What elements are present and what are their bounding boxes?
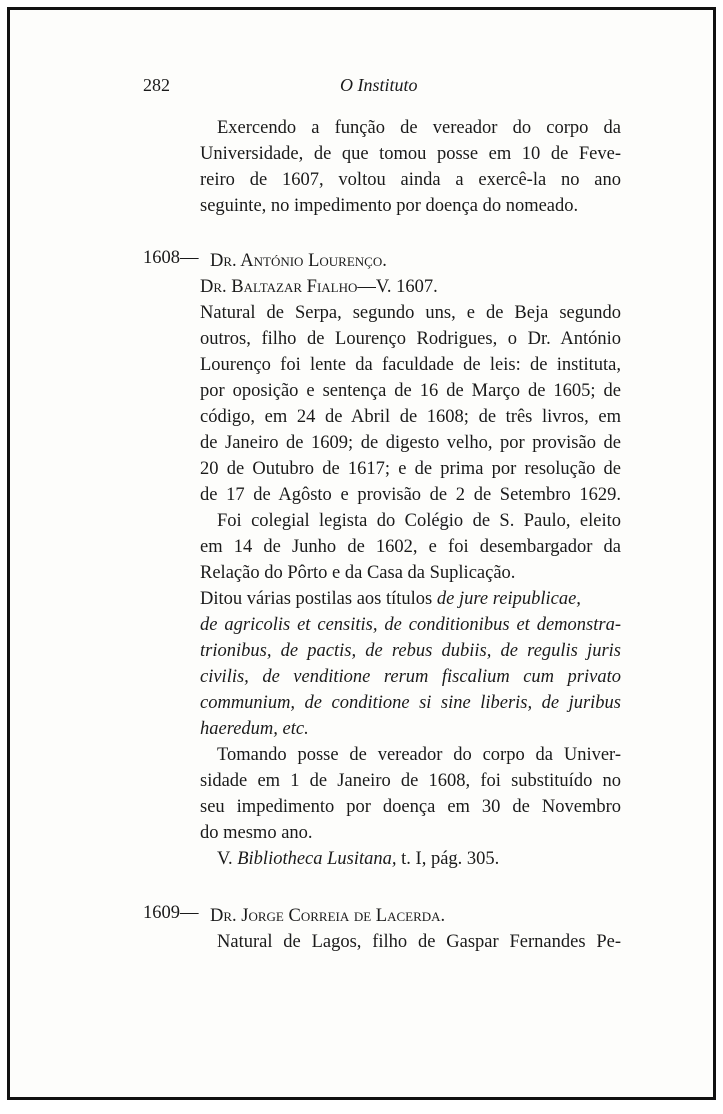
bio-line: código, em 24 de Abril de 1608; de três livros, em	[200, 407, 621, 427]
intro-line: reiro de 1607, voltou ainda a exercê-la no ano	[200, 170, 621, 190]
intro-line: seguinte, no impedimento por doença do nomeado.	[200, 196, 579, 216]
intro-line: Universidade, de que tomou posse em 10 de Feve-	[200, 144, 621, 164]
entry-name: Dr. Jorge Correia de Lacerda.	[210, 906, 446, 926]
ref-suffix: t. I, pág. 305.	[396, 849, 500, 869]
bio-line: por oposição e sentença de 16 de Março de 1605; de	[200, 381, 621, 401]
entry-date-1608: 1608—	[143, 248, 199, 268]
colegial-line: Foi colegial legista do Colégio de S. Paulo, eleito	[217, 511, 621, 531]
page-header	[10, 75, 713, 105]
posse-line: do mesmo ano.	[200, 823, 313, 843]
postila-title: communium, de conditione si sine liberis, de juribus	[200, 693, 621, 713]
entry-date-1609: 1609—	[143, 903, 199, 923]
bio-line: outros, filho de Lourenço Rodrigues, o Dr. António	[200, 329, 621, 349]
entry-name: Dr. Baltazar Fialho—V. 1607.	[200, 277, 438, 297]
bio-line: 20 de Outubro de 1617; e de prima por resolução de	[200, 459, 621, 479]
postilas-intro: Ditou várias postilas aos títulos	[200, 589, 437, 609]
reference-line	[217, 846, 621, 872]
ref-prefix: V.	[217, 849, 238, 869]
postilas-line	[200, 638, 621, 664]
postila-title: civilis, de venditione rerum fiscalium cum privato	[200, 667, 621, 687]
posse-line: seu impedimento por doença em 30 de Novembro	[200, 797, 621, 817]
bio-line: de 17 de Agôsto e provisão de 2 de Setembro 1629.	[200, 485, 621, 505]
book-page	[7, 7, 716, 1100]
ref-title: Bibliotheca Lusitana,	[237, 849, 397, 869]
postilas-line	[200, 586, 621, 612]
posse-line: sidade em 1 de Janeiro de 1608, foi substituído no	[200, 771, 621, 791]
bio-line: Lourenço foi lente da faculdade de leis: de instituta,	[200, 355, 621, 375]
postilas-line	[200, 612, 621, 638]
bio-line: de Janeiro de 1609; de digesto velho, por provisão de	[200, 433, 621, 453]
colegial-line: em 14 de Junho de 1602, e foi desembargador da	[200, 537, 621, 557]
postila-title: de jure reipublicae,	[436, 589, 581, 609]
colegial-line: Relação do Pôrto e da Casa da Suplicação.	[200, 563, 516, 583]
postila-title: trionibus, de pactis, de rebus dubiis, de regulis juris	[200, 641, 621, 661]
postila-title: de agricolis et censitis, de conditionibus et demonstra-	[200, 615, 621, 635]
bio-line: Natural de Lagos, filho de Gaspar Fernandes Pe-	[217, 932, 621, 952]
bio-line: Natural de Serpa, segundo uns, e de Beja segundo	[200, 303, 621, 323]
postilas-line	[200, 716, 621, 742]
posse-line: Tomando posse de vereador do corpo da Univer-	[217, 745, 621, 765]
entry-name: Dr. António Lourenço.	[210, 251, 387, 271]
intro-line: Exercendo a função de vereador do corpo da	[217, 118, 621, 138]
page-number: 282	[143, 75, 170, 95]
postila-title: haeredum, etc.	[200, 719, 309, 739]
running-title: O Instituto	[340, 75, 418, 95]
postilas-line	[200, 690, 621, 716]
postilas-line	[200, 664, 621, 690]
